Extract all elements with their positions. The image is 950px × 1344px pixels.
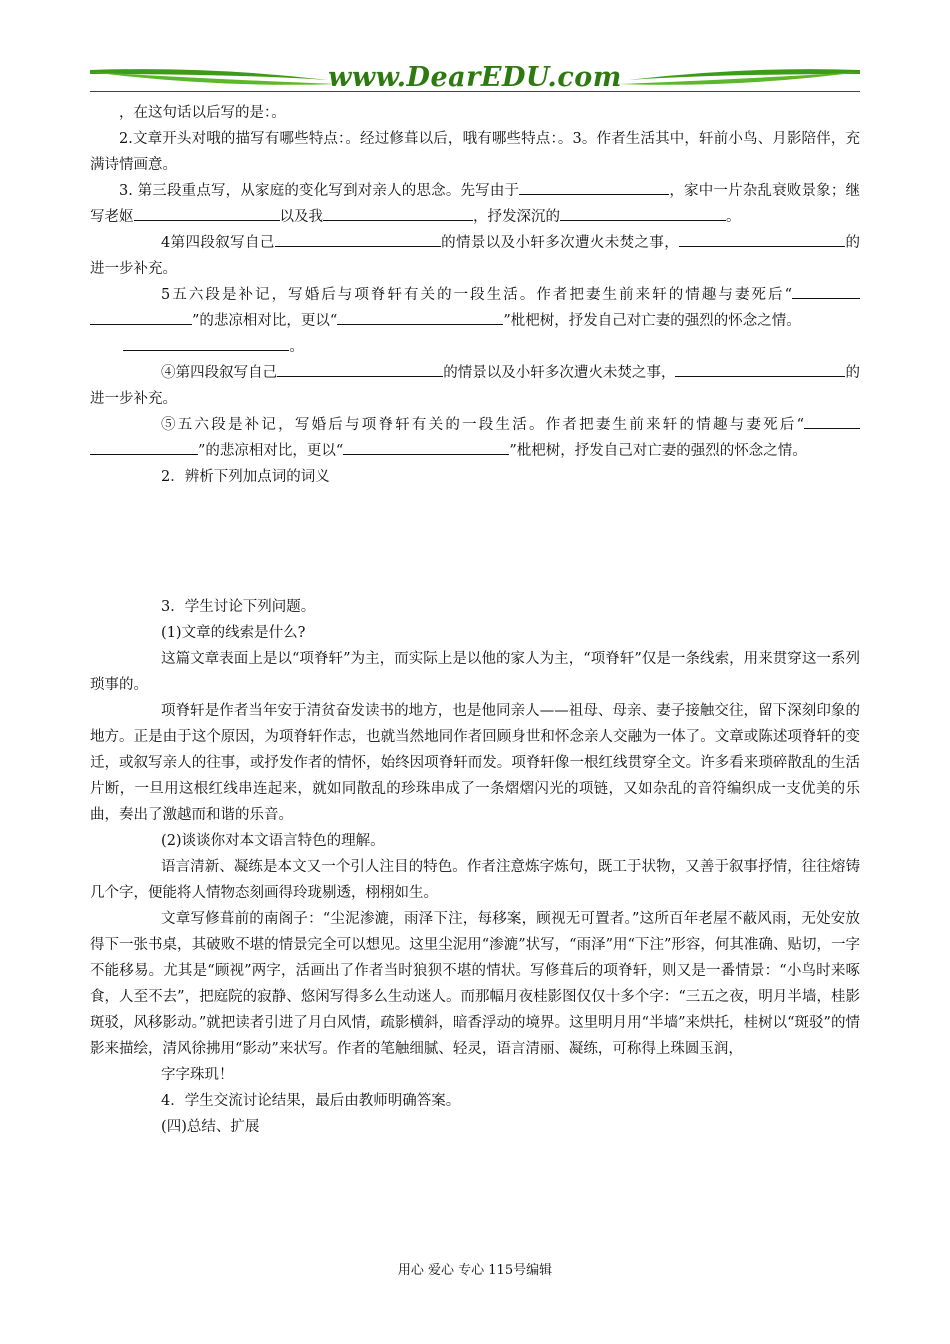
section-heading: 4．学生交流讨论结果，最后由教师明确答案。 bbox=[161, 1093, 461, 1109]
fill-in-paragraph: 5五六段是补记，写婚后与项脊轩有关的一段生活。作者把妻生前来轩的情趣与妻死后“”的悲凉相对比，更以“ ”枇杷树，抒发自己对亡妻的强烈的怀念之情。 bbox=[90, 282, 860, 334]
fill-in-paragraph: ⑤五六段是补记，写婚后与项脊轩有关的一段生活。作者把妻生前来轩的情趣与妻死后“”的悲凉相对比，更以“ ”枇杷树，抒发自己对亡妻的强烈的怀念之情。 bbox=[90, 412, 860, 464]
answer-blank[interactable] bbox=[337, 309, 503, 325]
fill-in-paragraph: ④第四段叙写自己 的情景以及小轩多次遭火未焚之事， 的进一步补充。 bbox=[90, 360, 860, 412]
answer-blank[interactable] bbox=[90, 439, 198, 455]
answer-blank[interactable] bbox=[134, 205, 280, 221]
document-body bbox=[90, 100, 860, 1140]
answer-paragraph: 字字珠玑！ bbox=[161, 1067, 234, 1083]
fill-in-paragraph: 3. 第三段重点写，从家庭的变化写到对亲人的思念。先写由于 ，家中一片杂乱衰败景象；继写老妪 以及我 ，抒发深沉的 。 bbox=[90, 178, 860, 230]
section-heading: 2．辨析下列加点词的词义 bbox=[161, 469, 330, 485]
answer-blank[interactable] bbox=[811, 361, 845, 377]
answer-blank[interactable] bbox=[700, 205, 726, 221]
fill-in-paragraph: 4第四段叙写自己 的情景以及小轩多次遭火未焚之事， 的进一步补充。 bbox=[90, 230, 860, 282]
answer-blank[interactable] bbox=[560, 205, 700, 221]
section-heading: 3．学生讨论下列问题。 bbox=[161, 599, 316, 615]
question: (1)文章的线索是什么? bbox=[161, 625, 306, 641]
answer-blank[interactable] bbox=[123, 335, 289, 351]
answer-blank[interactable] bbox=[519, 179, 669, 195]
answer-blank[interactable] bbox=[275, 231, 441, 247]
spacer bbox=[90, 490, 860, 594]
answer-paragraph: 项脊轩是作者当年安于清贫奋发读书的地方，也是他同亲人——祖母、母亲、妻子接触交往，留下深刻印象的地方。正是由于这个原因，为项脊轩作志，也就当然地同作者回顾身世和怀念亲人交融为一体了。文章或陈述项脊轩的变迁，或叙写亲人的往事，或抒发作者的情怀，始终因项脊轩而发。项脊轩像一根红线贯穿全文。许多看来琐碎散乱的生活片断，一旦用这根红线串连起来，就如同散乱的珍珠串成了一条熠熠闪光的项链，又如杂乱的音符编织成一支优美的乐曲，奏出了激越而和谐的乐音。 bbox=[90, 703, 860, 823]
answer-blank[interactable] bbox=[90, 309, 192, 325]
answer-blank[interactable] bbox=[277, 361, 443, 377]
answer-blank[interactable] bbox=[323, 205, 473, 221]
site-logo-text[interactable]: www.DearEDU.com bbox=[328, 62, 622, 93]
answer-blank[interactable] bbox=[679, 231, 819, 247]
answer-blank[interactable] bbox=[804, 413, 860, 429]
answer-blank[interactable] bbox=[819, 231, 845, 247]
answer-paragraph: 语言清新、凝练是本文又一个引人注目的特色。作者注意炼字炼句，既工于状物，又善于叙事抒情，往往熔铸几个字，便能将人情物态刻画得玲珑剔透，栩栩如生。 bbox=[90, 859, 860, 901]
question: (2)谈谈你对本文语言特色的理解。 bbox=[161, 833, 385, 849]
header-banner bbox=[88, 58, 862, 98]
text-line: 2.文章开头对哦的描写有哪些特点：。经过修葺以后，哦有哪些特点：。3。作者生活其中，轩前小鸟、月影陪伴，充满诗情画意。 bbox=[90, 131, 860, 173]
fill-in-paragraph: 。 bbox=[90, 334, 860, 360]
text-line: ，在这句话以后写的是：。 bbox=[119, 105, 286, 121]
answer-blank[interactable] bbox=[792, 283, 860, 299]
answer-paragraph: 这篇文章表面上是以“项脊轩”为主，而实际上是以他的家人为主，“项脊轩”仅是一条线索，用来贯穿这一系列琐事的。 bbox=[90, 651, 860, 693]
answer-blank[interactable] bbox=[343, 439, 509, 455]
answer-paragraph: 文章写修葺前的南阁子：“尘泥渗漉，雨泽下注，每移案，顾视无可置者。”这所百年老屋不蔽风雨，无处安放得下一张书桌，其破败不堪的情景完全可以想见。这里尘泥用“渗漉”状写，“雨泽”用“下注”形容，何其准确、贴切，一字不能移易。尤其是“顾视”两字，活画出了作者当时狼狈不堪的情状。写修葺后的项脊轩，则又是一番情景：“小鸟时来啄食，人至不去”，把庭院的寂静、悠闲写得多么生动迷人。而那幅月夜桂影图仅仅十多个字：“三五之夜，明月半墙，桂影斑驳，风移影动。”就把读者引进了月白风情，疏影横斜，暗香浮动的境界。这里明月用“半墙”来烘托，桂树以“斑驳”的情影来描绘，清风徐拂用“影动”来状写。作者的笔触细腻、轻灵，语言清丽、凝练，可称得上珠圆玉润， bbox=[90, 911, 860, 1057]
section-heading: (四)总结、扩展 bbox=[161, 1119, 260, 1135]
header-rule bbox=[90, 91, 860, 92]
answer-blank[interactable] bbox=[675, 361, 811, 377]
page-footer: 用心 爱心 专心 115号编辑 bbox=[397, 1263, 553, 1278]
